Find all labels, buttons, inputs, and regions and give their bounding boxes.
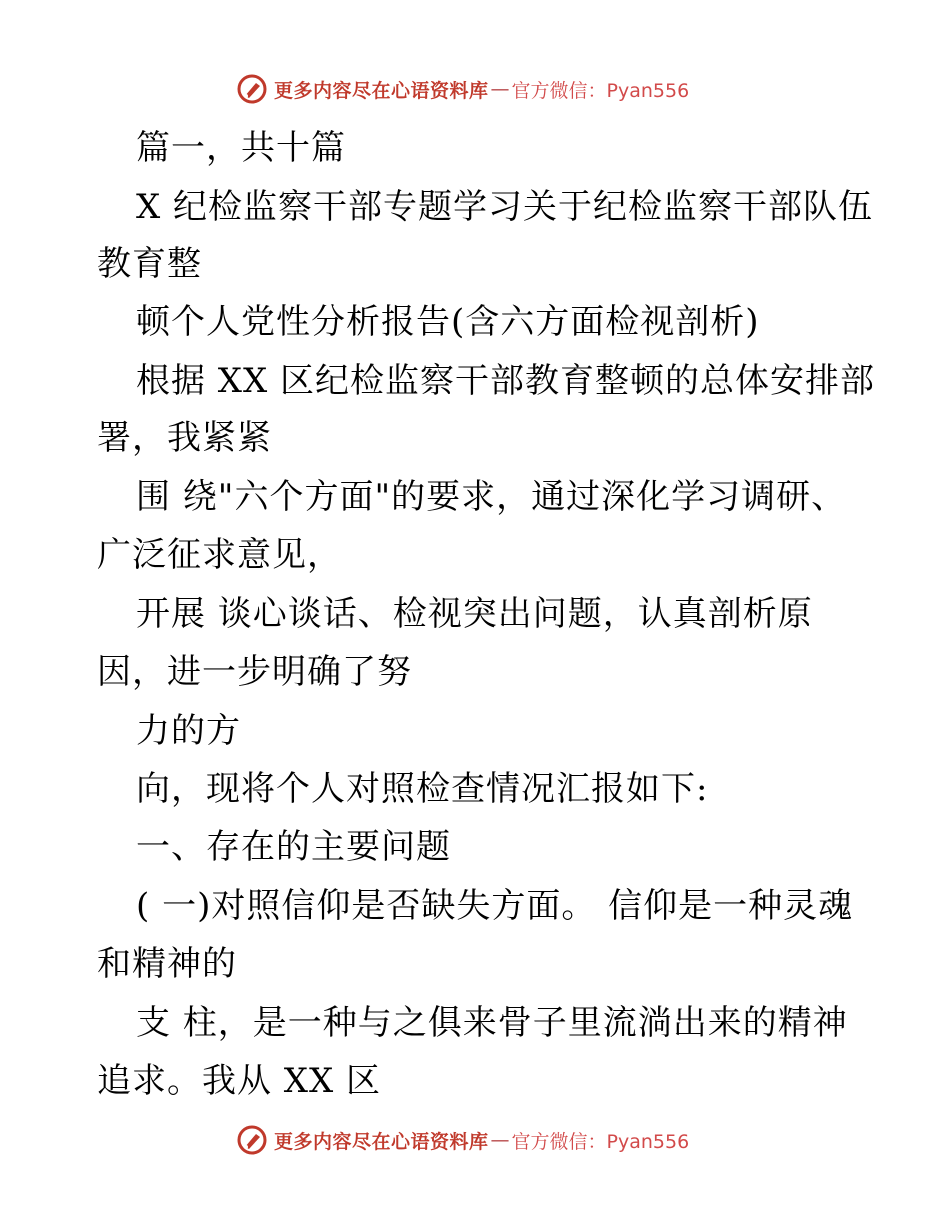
text-line: X 纪检监察干部专题学习关于纪检监察干部队伍 <box>136 187 874 227</box>
text-line: 开展 谈心谈话、检视突出问题，认真剖析原 <box>136 594 813 634</box>
banner-wechat: 官方微信：Pyan556 <box>511 1130 690 1153</box>
text-line: 因，进一步明确了努 <box>97 652 412 692</box>
banner-title: 更多内容尽在心语资料库 <box>274 79 489 102</box>
text-line: ( 一)对照信仰是否缺失方面。 信仰是一种灵魂 <box>136 886 854 926</box>
text-line: 署，我紧紧 <box>97 418 272 458</box>
text-line: 力的方 <box>136 711 241 751</box>
footer-banner <box>236 1123 689 1157</box>
text-line: 教育整 <box>97 244 202 284</box>
text-line: 追求。我从 XX 区 <box>97 1061 382 1101</box>
text-line: 支 柱，是一种与之俱来骨子里流淌出来的精神 <box>136 1003 848 1043</box>
banner-separator: — <box>490 1129 510 1151</box>
text-line: 篇一，共十篇 <box>136 128 346 168</box>
text-line: 围 绕"六个方面"的要求，通过深化学习调研、 <box>136 477 847 517</box>
pen-logo-icon <box>236 1124 268 1156</box>
section-heading: 一、存在的主要问题 <box>136 827 451 867</box>
banner-title: 更多内容尽在心语资料库 <box>274 1130 489 1153</box>
text-line: 广泛征求意见， <box>97 535 342 575</box>
text-line: 顿个人党性分析报告(含六方面检视剖析) <box>136 302 760 342</box>
pen-logo-icon <box>236 73 268 105</box>
banner-wechat: 官方微信：Pyan556 <box>511 79 690 102</box>
header-banner <box>236 72 689 106</box>
banner-separator: — <box>490 78 510 100</box>
text-line: 和精神的 <box>97 944 237 984</box>
text-line: 向，现将个人对照检查情况汇报如下: <box>136 769 709 809</box>
text-line: 根据 XX 区纪检监察干部教育整顿的总体安排部 <box>136 361 876 401</box>
